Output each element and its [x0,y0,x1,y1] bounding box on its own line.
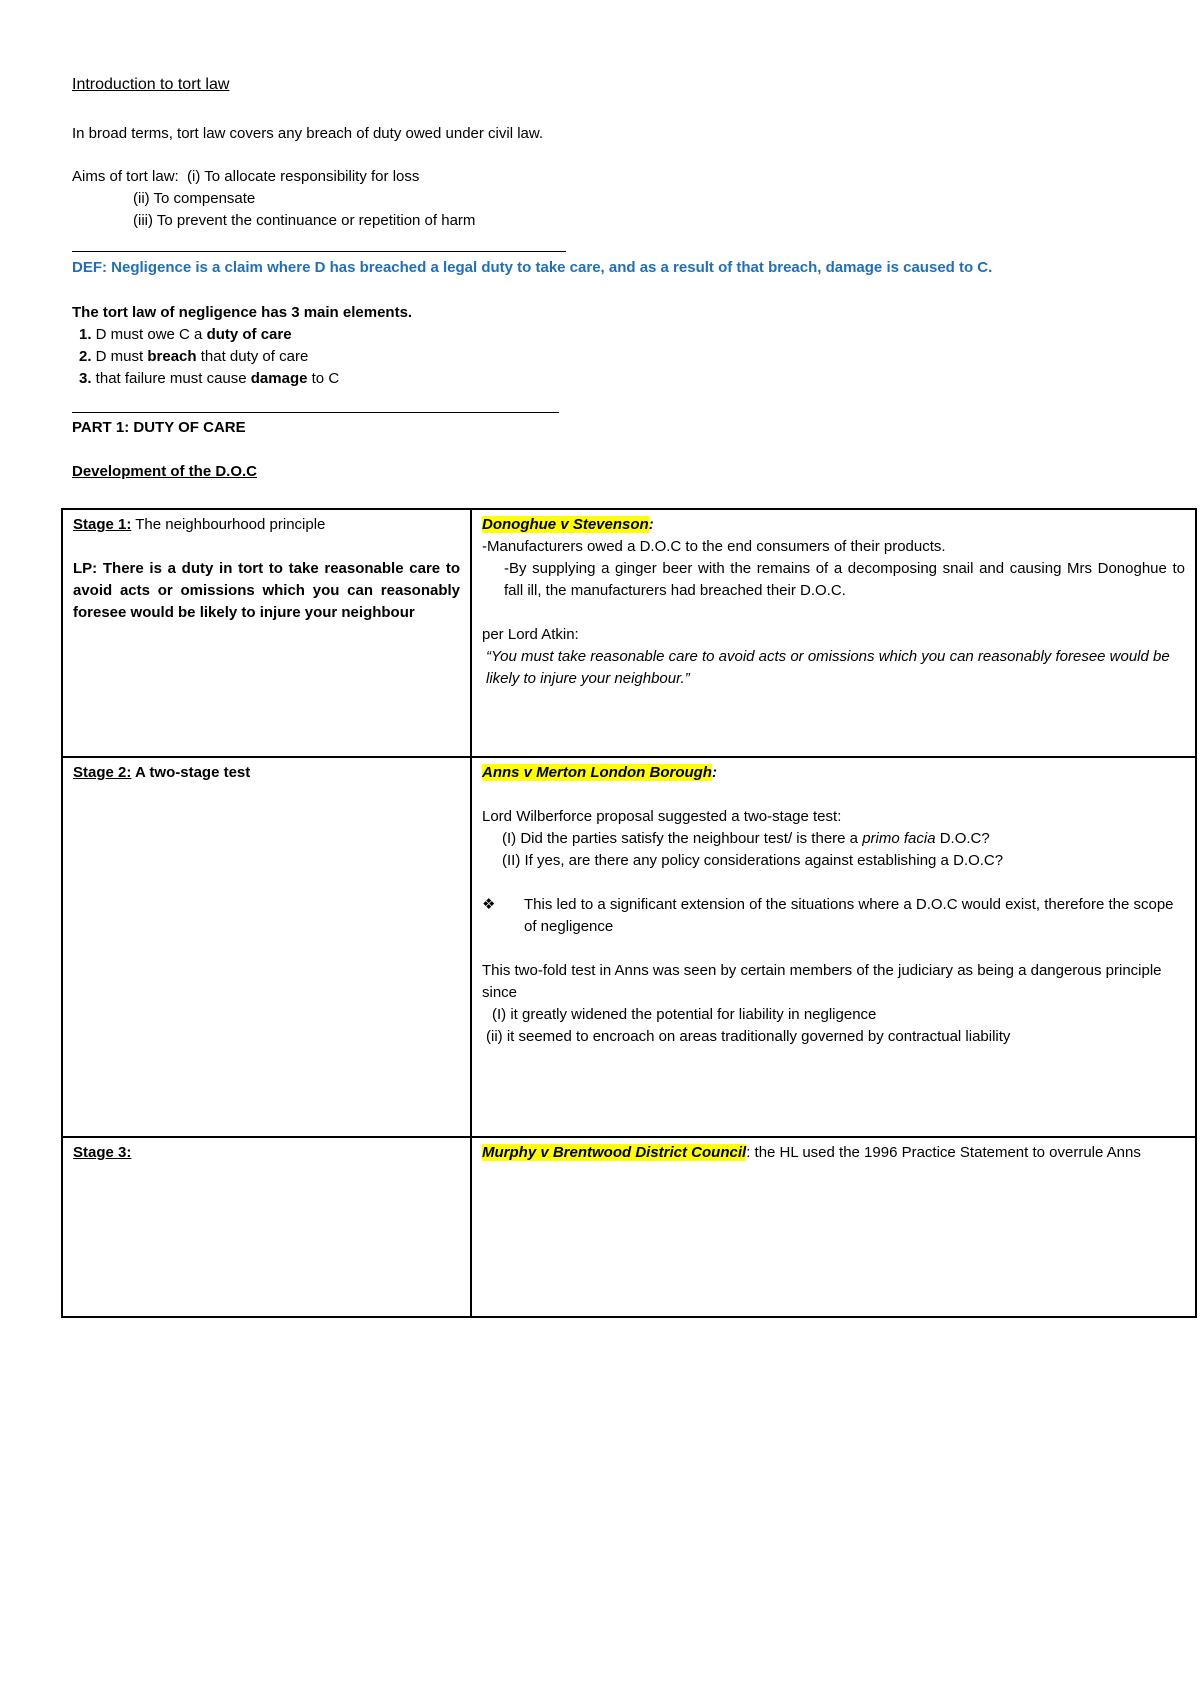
aim-item: (i) To allocate responsibility for loss [187,168,420,185]
case-cell: Donoghue v Stevenson: -Manufacturers owed a D.O.C to the end consumers of their products. -By supplying a ginger beer with the remains of a decomposing snail and causing Mrs Donoghue to fall ill, the manufacturers had breached their D.O.C. per Lord Atkin: “You must take reasonable care to avoid acts or omissions which you can reasonably foresee would be likely to injure your neighbour.” [471,509,1196,757]
criticism-item: (ii) it seemed to encroach on areas traditionally governed by contractual liability [486,1028,1011,1045]
stage-label: Stage 2: [73,764,132,781]
stage-cell [62,509,471,757]
per-line: per Lord Atkin: [482,626,579,643]
criticism-text: This two-fold test in Anns was seen by certain members of the judiciary as being a dangerous principle since [482,962,1162,1001]
section-heading: Development of the D.O.C [72,463,258,480]
table-row [62,757,1196,1137]
bullet-item: ❖ This led to a significant extension of the situations where a D.O.C would exist, therefore the scope of negligence [482,894,1185,938]
table-row [62,509,1196,757]
divider [72,251,566,252]
aim-item: (ii) To compensate [133,190,256,207]
stage-cell [62,1137,471,1317]
divider [72,412,559,413]
case-quote: “You must take reasonable care to avoid acts or omissions which you can reasonably foresee would be likely to injure your neighbour.” [486,648,1170,687]
stage-cell [62,757,471,1137]
aims-label [72,167,419,187]
elements-heading: The tort law of negligence has 3 main elements. [72,304,413,321]
case-cell: Anns v Merton London Borough: Lord Wilberforce proposal suggested a two-stage test: (I) Did the parties satisfy the neighbour test/ is there a primo facia D.O.C? (II) If yes, are there any policy considerations against establishing a D.O.C? ❖ This led to a significant extension of the situations where a D.O.C would exist, therefore the scope of negligence This two-fold test in Anns was seen by certain members of the judiciary as being a dangerous principle since (I) it greatly widened the potential for liability in negligence (ii) it seemed to encroach on areas traditionally governed by contractual liability [471,757,1196,1137]
test-item: (I) Did the parties satisfy the neighbour test/ is there a primo facia D.O.C? [502,830,990,847]
case-name: Murphy v Brentwood District Council [482,1144,747,1161]
page-title: Introduction to tort law [72,76,230,93]
element-item: 1. D must owe C a duty of care [79,326,292,343]
part-heading: PART 1: DUTY OF CARE [72,419,246,436]
intro-text: In broad terms, tort law covers any breach of duty owed under civil law. [72,125,544,142]
definition-text: DEF: Negligence is a claim where D has breached a legal duty to take care, and as a result of that breach, damage is caused to C. [72,259,993,276]
criticism-item: (I) it greatly widened the potential for liability in negligence [492,1006,877,1023]
diamond-bullet-icon: ❖ [482,896,496,913]
case-note: -By supplying a ginger beer with the remains of a decomposing snail and causing Mrs Donoghue to fall ill, the manufacturers had breached their D.O.C. [504,560,1185,599]
element-item: 2. D must breach that duty of care [79,348,309,365]
stage-title: A two-stage test [131,764,251,781]
aim-item: (iii) To prevent the continuance or repetition of harm [133,212,476,229]
stage-label: Stage 3: [73,1144,132,1161]
proposal-text: Lord Wilberforce proposal suggested a two-stage test: [482,808,842,825]
element-item: 3. that failure must cause damage to C [79,370,340,387]
case-name: Anns v Merton London Borough [482,764,712,781]
aims-label-text: Aims of tort law: [72,168,179,185]
case-name: Donoghue v Stevenson [482,516,649,533]
stage-label: Stage 1: [73,516,132,533]
case-cell [471,1137,1196,1317]
test-item: (II) If yes, are there any policy considerations against establishing a D.O.C? [502,852,1004,869]
case-note: : the HL used the 1996 Practice Statement to overrule Anns [746,1144,1141,1161]
case-note: -Manufacturers owed a D.O.C to the end consumers of their products. [482,538,946,555]
table-row [62,1137,1196,1317]
stages-table [61,508,1197,1318]
stage-title: The neighbourhood principle [131,516,326,533]
legal-principle: LP: There is a duty in tort to take reasonable care to avoid acts or omissions which you can reasonably foresee would be likely to injure your neighbour [73,560,460,621]
